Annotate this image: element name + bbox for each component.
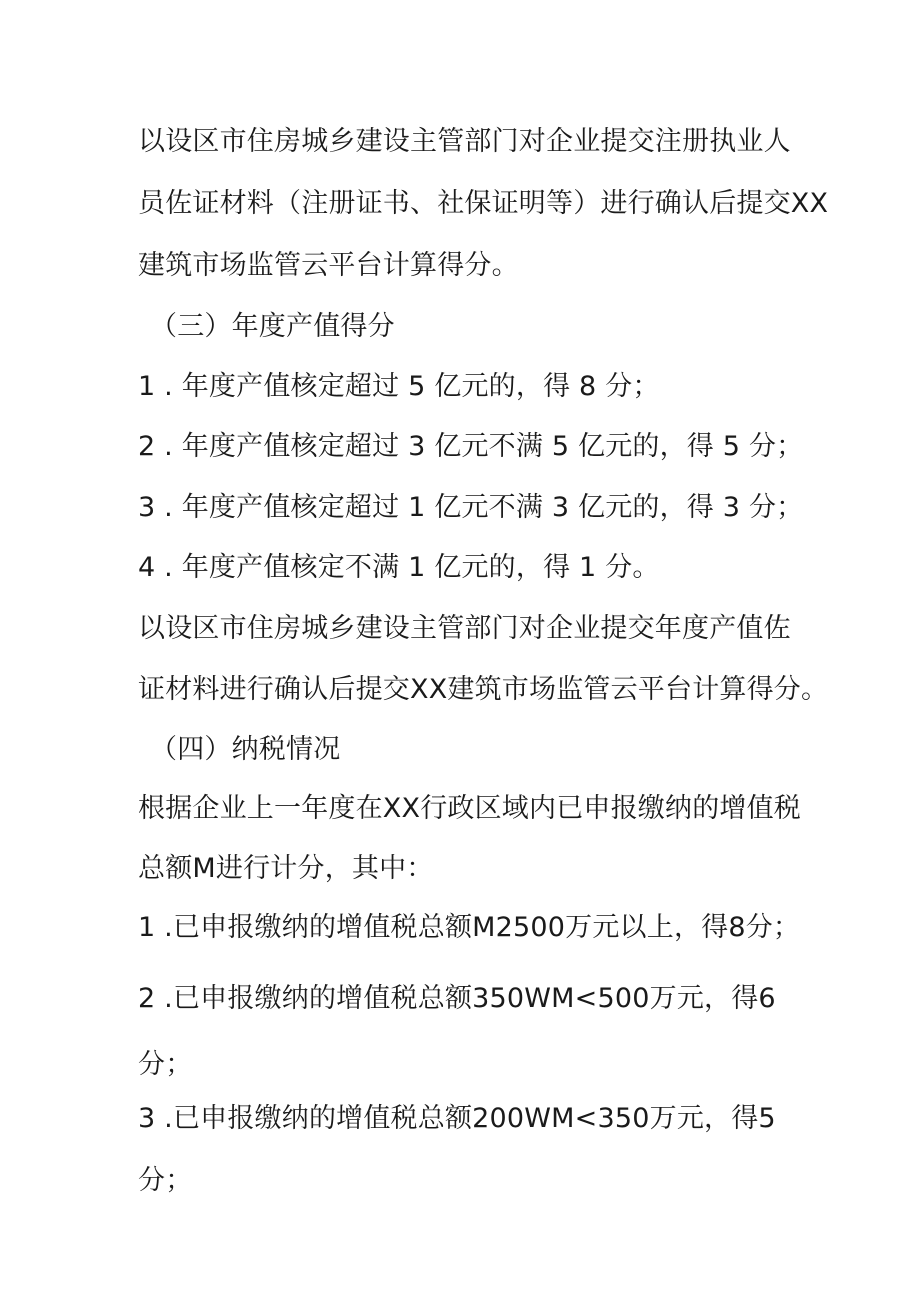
list-item-2: 2 . 年度产值核定超过 3 亿元不满 5 亿元的，得 5 分； bbox=[138, 431, 804, 462]
list-item-4: 4 . 年度产值核定不满 1 亿元的，得 1 分。 bbox=[138, 552, 660, 583]
section-heading-4: （四）纳税情况 bbox=[150, 734, 341, 765]
tax-item-3: 3 .已申报缴纳的增值税总额200WM<350万元，得5 bbox=[138, 1103, 776, 1134]
paragraph-line-7: 总额M进行计分，其中： bbox=[138, 853, 434, 884]
paragraph-line-3: 建筑市场监管云平台计算得分。 bbox=[138, 250, 519, 281]
tax-item-1: 1 .已申报缴纳的增值税总额M2500万元以上，得8分； bbox=[138, 912, 801, 943]
paragraph-line-2: 员佐证材料（注册证书、社保证明等）进行确认后提交XX bbox=[138, 188, 829, 219]
tax-item-2-continuation: 分； bbox=[138, 1049, 193, 1080]
list-item-3: 3 . 年度产值核定超过 1 亿元不满 3 亿元的，得 3 分； bbox=[138, 492, 804, 523]
paragraph-line-1: 以设区市住房城乡建设主管部门对企业提交注册执业人 bbox=[138, 126, 791, 157]
paragraph-line-4: 以设区市住房城乡建设主管部门对企业提交年度产值佐 bbox=[138, 613, 791, 644]
tax-item-2: 2 .已申报缴纳的增值税总额350WM<500万元，得6 bbox=[138, 983, 776, 1014]
section-heading-3: （三）年度产值得分 bbox=[150, 311, 395, 342]
tax-item-3-continuation: 分； bbox=[138, 1165, 193, 1196]
paragraph-line-6: 根据企业上一年度在XX行政区域内已申报缴纳的增值税 bbox=[138, 793, 801, 824]
paragraph-line-5: 证材料进行确认后提交XX建筑市场监管云平台计算得分。 bbox=[138, 674, 829, 705]
list-item-1: 1 . 年度产值核定超过 5 亿元的，得 8 分； bbox=[138, 371, 660, 402]
